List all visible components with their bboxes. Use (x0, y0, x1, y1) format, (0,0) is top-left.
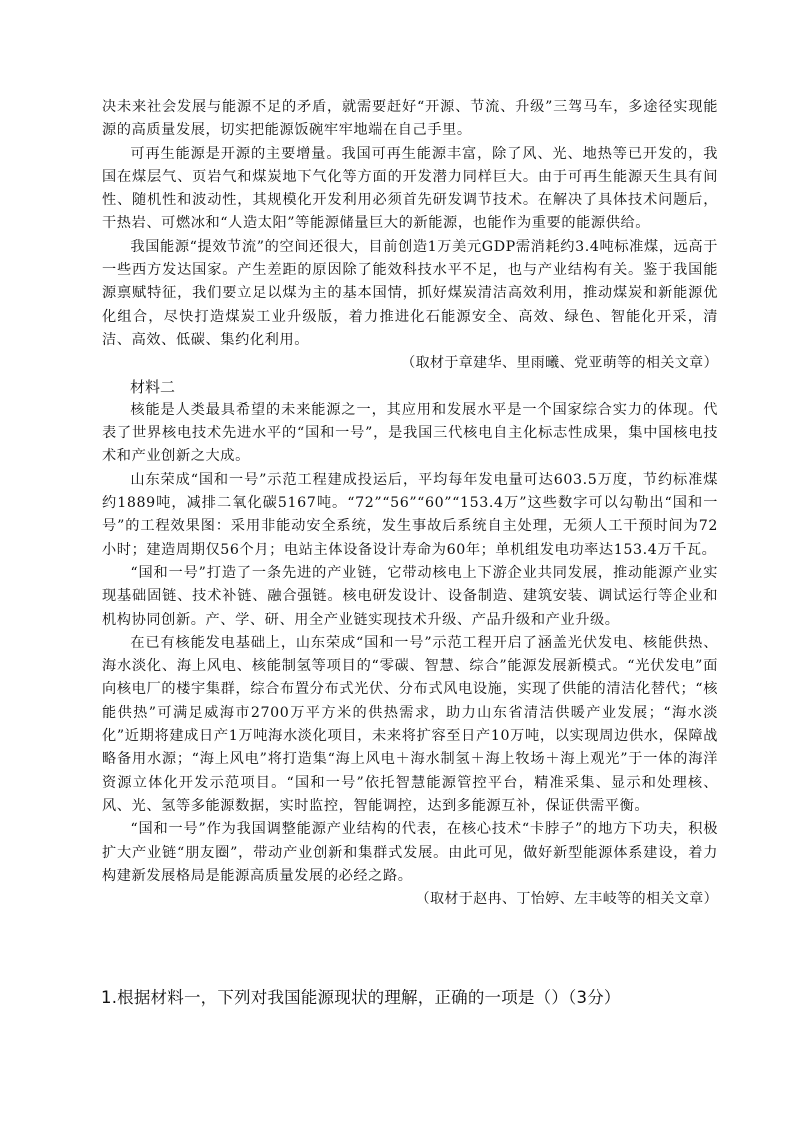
material1-paragraph-3: 我国能源“提效节流”的空间还很大，目前创造1万美元GDP需消耗约3.4吨标准煤，远高于一些西方发达国家。产生差距的原因除了能效科技水平不足，也与产业结构有关。鉴于我国能源禀赋特征，我们要立足以煤为主的基本国情，抓好煤炭清洁高效利用，推动煤炭和新能源优化组合，尽快打造煤炭工业升级版，着力推进化石能源安全、高效、绿色、智能化开采，清洁、高效、低碳、集约化利用。 (102, 238, 718, 348)
material1-paragraph-1: 决未来社会发展与能源不足的矛盾，就需要赶好“开源、节流、升级”三驾马车，多途径实现能源的高质量发展，切实把能源饭碗牢牢地端在自己手里。 (102, 99, 718, 139)
article-body (102, 96, 718, 911)
material2-paragraph-2: 山东荣成“国和一号”示范工程建成投运后，平均每年发电量可达603.5万度，节约标准煤约1889吨，减排二氧化碳5167吨。“72”“56”“60”“153.4万”这些数字可以勾勒出“国和一号”的工程效果图：采用非能动安全系统，发生事故后系统自主处理，无须人工干预时间为72小时；建造周期仅56个月；电站主体设备设计寿命为60年；单机组发电功率达153.4万千瓦。 (102, 471, 718, 558)
material2-heading: 材料二 (130, 377, 176, 396)
material1-source: （取材于章建华、里雨曦、党亚萌等的相关文章） (401, 355, 718, 372)
material2-paragraph-1: 核能是人类最具希望的未来能源之一，其应用和发展水平是一个国家综合实力的体现。代表了世界核电技术先进水平的“国和一号”，是我国三代核电自主化标志性成果，集中国核电技术和产业创新之大成。 (102, 401, 718, 465)
question-1: 1.根据材料一，下列对我国能源现状的理解，正确的一项是（）（3分） (101, 988, 621, 1007)
material2-paragraph-3: “国和一号”打造了一条先进的产业链，它带动核电上下游企业共同发展，推动能源产业实现基础固链、技术补链、融合强链。核电研发设计、设备制造、建筑安装、调试运行等企业和机构协同创新。产、学、研、用全产业链实现技术升级、产品升级和产业升级。 (102, 564, 718, 628)
material2-paragraph-5: “国和一号”作为我国调整能源产业结构的代表，在核心技术“卡脖子”的地方下功夫，积极扩大产业链“朋友圈”，带动产业创新和集群式发展。由此可见，做好新型能源体系建设，着力构建新发展格局是能源高质量发展的必经之路。 (102, 821, 718, 884)
material2-paragraph-4: 在已有核能发电基础上，山东荣成“国和一号”示范工程开启了涵盖光伏发电、核能供热、海水淡化、海上风电、核能制氢等项目的“零碳、智慧、综合”能源发展新模式。“光伏发电”面向核电厂的楼宇集群，综合布置分布式光伏、分布式风电设施，实现了供能的清洁化替代；“核能供热”可满足威海市2700万平方米的供热需求，助力山东省清洁供暖产业发展；“海水淡化”近期将建成日产1万吨海水淡化项目，未来将扩容至日产10万吨，以实现周边供水，保障战略备用水源；“海上风电”将打造集“海上风电＋海水制氢＋海上牧场＋海上观光”于一体的海洋资源立体化开发示范项目。“国和一号”依托智慧能源管控平台，精准采集、显示和处理核、风、光、氢等多能源数据，实时监控，智能调控，达到多能源互补，保证供需平衡。 (102, 634, 718, 814)
material1-paragraph-2: 可再生能源是开源的主要增量。我国可再生能源丰富，除了风、光、地热等已开发的，我国在煤层气、页岩气和煤炭地下气化等方面的开发潜力同样巨大。由于可再生能源天生具有间性、随机性和波动性，其规模化开发利用必须首先研发调节技术。在解决了具体技术问题后，干热岩、可燃冰和“人造太阳”等能源储量巨大的新能源，也能作为重要的能源供给。 (102, 145, 718, 232)
material2-source: （取材于赵冉、丁怡婷、左丰岐等的相关文章） (415, 891, 718, 908)
